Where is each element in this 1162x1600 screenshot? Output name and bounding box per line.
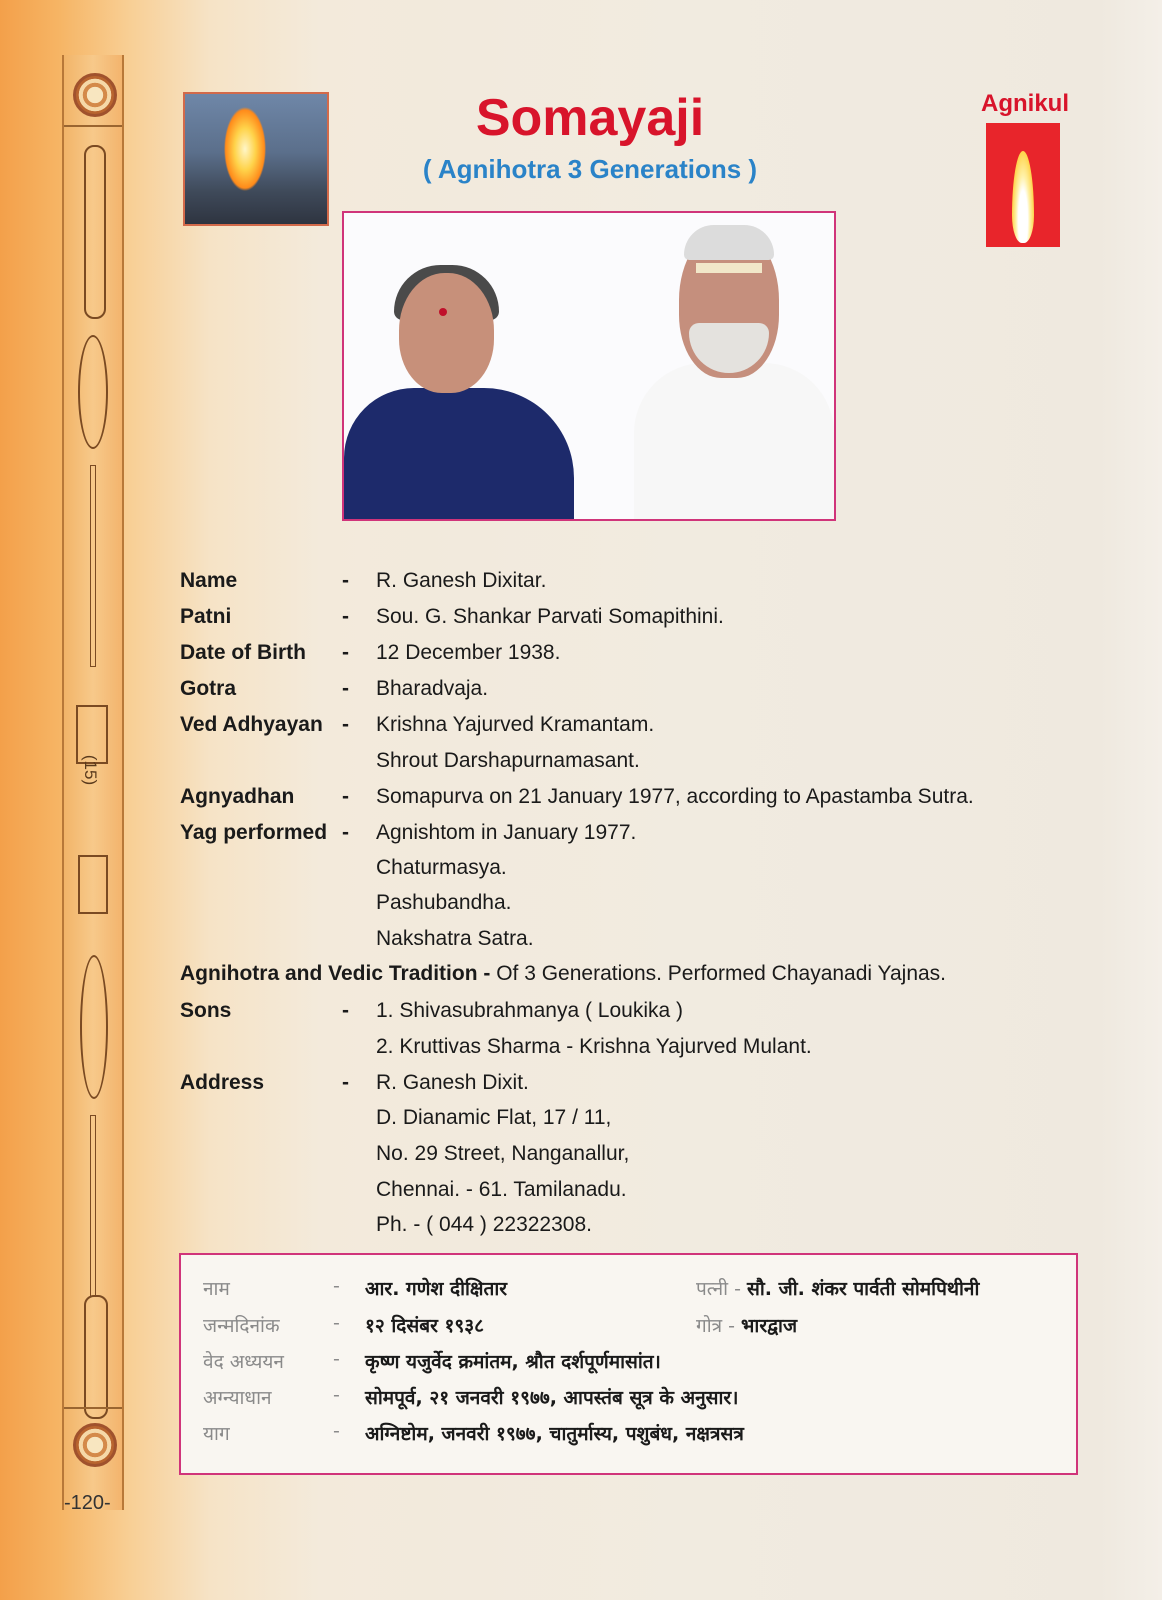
yag-value-1: Agnishtom in January 1977. — [376, 821, 637, 844]
generation-number: (15) — [81, 754, 100, 786]
hindi-gotra-label: गोत्र — [696, 1315, 723, 1337]
name-label: Name — [180, 569, 238, 592]
hindi-patni-value: सौ. जी. शंकर पार्वती सोमपिथीनी — [747, 1278, 980, 1300]
yag-value-4: Nakshatra Satra. — [376, 927, 534, 950]
hindi-naam-label: नाम — [203, 1278, 230, 1300]
wheel-ornament-icon — [73, 73, 117, 117]
dob-value: 12 December 1938. — [376, 641, 561, 664]
page-number: -120- — [64, 1492, 111, 1514]
address-label: Address — [180, 1071, 265, 1094]
gotra-label: Gotra — [180, 677, 237, 700]
yag-value-2: Chaturmasya. — [376, 856, 507, 879]
address-line-1: R. Ganesh Dixit. — [376, 1071, 529, 1094]
dob-label: Date of Birth — [180, 641, 306, 664]
brand-label: Agnikul — [981, 90, 1069, 117]
hindi-yag-label: याग — [203, 1423, 230, 1445]
spoon-icon — [78, 335, 108, 449]
hindi-naam-value: आर. गणेश दीक्षितार — [365, 1278, 508, 1300]
tradition-label: Agnihotra and Vedic Tradition — [180, 962, 478, 985]
hindi-agnyadhan-value: सोमपूर्व, २१ जनवरी १९७७, आपस्तंब सूत्र के अनुसार। — [365, 1387, 739, 1409]
fire-ritual-photo — [183, 92, 329, 226]
address-phone: Ph. - ( 044 ) 22322308. — [376, 1213, 592, 1236]
tradition-value: Of 3 Generations. Performed Chayanadi Yajnas. — [496, 962, 947, 985]
hindi-gotra: गोत्र - भारद्वाज — [696, 1315, 798, 1337]
hindi-janm-label: जन्मदिनांक — [203, 1315, 280, 1337]
ved-label: Ved Adhyayan — [180, 713, 323, 736]
address-line-2: D. Dianamic Flat, 17 / 11, — [376, 1106, 612, 1129]
name-value: R. Ganesh Dixitar. — [376, 569, 547, 592]
hindi-ved-value: कृष्ण यजुर्वेद क्रमांतम, श्रौत दर्शपूर्णमासांत। — [365, 1351, 661, 1373]
spoon-icon-2 — [80, 955, 108, 1099]
address-line-4: Chennai. - 61. Tamilanadu. — [376, 1178, 627, 1201]
yag-value-3: Pashubandha. — [376, 891, 512, 914]
agnyadhan-label: Agnyadhan — [180, 785, 295, 808]
hindi-ved-label: वेद अध्ययन — [203, 1351, 284, 1373]
agnyadhan-value: Somapurva on 21 January 1977, according to Apastamba Sutra. — [376, 785, 974, 808]
page-subtitle: ( Agnihotra 3 Generations ) — [422, 154, 758, 184]
hindi-gotra-value: भारद्वाज — [741, 1315, 798, 1337]
cup-icon — [78, 855, 108, 914]
hindi-agnyadhan-label: अग्न्याधान — [203, 1387, 272, 1409]
stick-icon — [90, 465, 96, 667]
ved-value-1: Krishna Yajurved Kramantam. — [376, 713, 655, 736]
address-line-3: No. 29 Street, Nanganallur, — [376, 1142, 630, 1165]
ved-value-2: Shrout Darshapurnamasant. — [376, 749, 640, 772]
yag-label: Yag performed — [180, 821, 328, 844]
patni-value: Sou. G. Shankar Parvati Somapithini. — [376, 605, 724, 628]
hindi-summary-box: नाम - आर. गणेश दीक्षितार पत्नी - सौ. जी. शंकर पार्वती सोमपिथीनी जन्मदिनांक - १२ दिसंबर १९३८ गोत्र - भारद्वाज वेद अध्ययन - कृष्ण यजुर्वेद क्रमांतम, श्रौत दर्शपूर्णमासांत। अग्न्याधान - सोमपूर्व, २१ जनवरी १९७७, आपस्तंब सूत्र के अनुसार। याग - अग्निष्टोम, जनवरी १९७७, चातुर्मास्य, पशुबंध, नक्षत्रसत्र — [179, 1253, 1078, 1475]
patni-label: Patni — [180, 605, 232, 628]
tradition-row: Agnihotra and Vedic Tradition - Of 3 Generations. Performed Chayanadi Yajnas. — [180, 962, 947, 985]
flame-logo-icon — [986, 123, 1060, 247]
couple-photo — [342, 211, 836, 521]
gotra-value: Bharadvaja. — [376, 677, 489, 700]
sons-label: Sons — [180, 999, 232, 1022]
hindi-yag-value: अग्निष्टोम, जनवरी १९७७, चातुर्मास्य, पशुबंध, नक्षत्रसत्र — [365, 1423, 744, 1445]
son-1: 1. Shivasubrahmanya ( Loukika ) — [376, 999, 683, 1022]
hindi-patni: पत्नी - सौ. जी. शंकर पार्वती सोमपिथीनी — [696, 1278, 980, 1300]
ladle-icon-2 — [84, 1295, 108, 1419]
hindi-patni-label: पत्नी — [696, 1278, 729, 1300]
wheel-ornament-icon-2 — [73, 1423, 117, 1467]
ladle-icon — [84, 145, 106, 319]
page-title: Somayaji — [475, 89, 705, 147]
son-2: 2. Kruttivas Sharma - Krishna Yajurved Mulant. — [376, 1035, 812, 1058]
stick-icon-2 — [90, 1115, 96, 1297]
hindi-janm-value: १२ दिसंबर १९३८ — [365, 1315, 484, 1337]
